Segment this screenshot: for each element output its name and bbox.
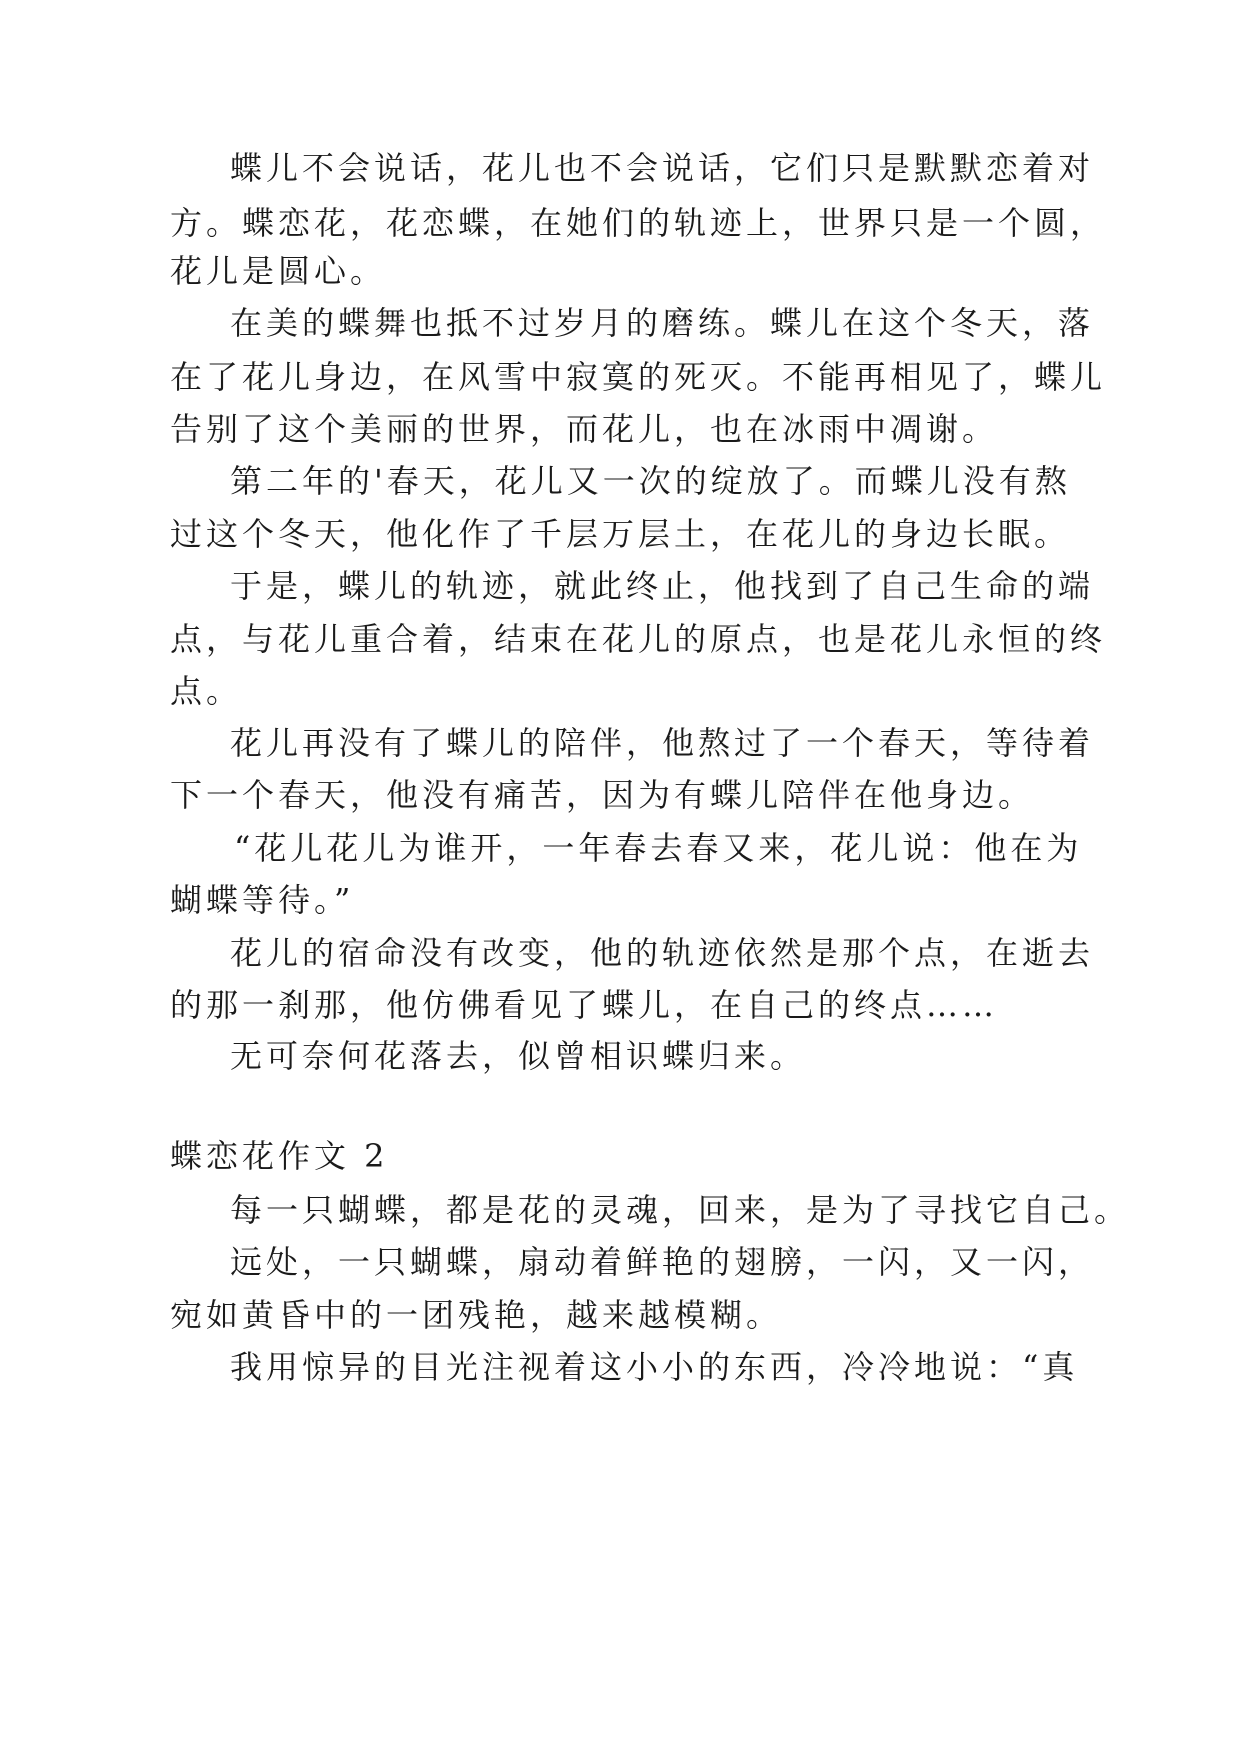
text-line: 于是，蝶儿的轨迹，就此终止，他找到了自己生命的端 [230,567,1095,605]
text-line: 在了花儿身边，在风雪中寂寞的死灭。不能再相见了，蝶儿 [170,358,1107,396]
text-line: 的那一刹那，他仿佛看见了蝶儿，在自己的终点…… [170,986,999,1024]
text-line: 点，与花儿重合着，结束在花儿的原点，也是花儿永恒的终 [170,620,1107,658]
text-line: 宛如黄昏中的一团残艳，越来越模糊。 [170,1296,783,1334]
text-line: 下一个春天，他没有痛苦，因为有蝶儿陪伴在他身边。 [170,776,1035,814]
text-line: 告别了这个美丽的世界，而花儿，也在冰雨中凋谢。 [170,410,999,448]
text-line: 方。蝶恋花，花恋蝶，在她们的轨迹上，世界只是一个圆， [170,204,1107,242]
text-line: 花儿是圆心。 [170,252,387,290]
text-line: 无可奈何花落去，似曾相识蝶归来。 [230,1037,807,1075]
section-heading: 蝶恋花作文 2 [170,1137,389,1175]
text-line: 蝶儿不会说话，花儿也不会说话，它们只是默默恋着对 [230,149,1095,187]
text-line: 花儿再没有了蝶儿的陪伴，他熬过了一个春天，等待着 [230,724,1095,762]
text-line: 点。 [170,672,243,710]
text-line: 每一只蝴蝶，都是花的灵魂，回来，是为了寻找它自己。 [230,1191,1131,1229]
text-line: 蝴蝶等待。” [170,881,355,919]
text-line: 第二年的'春天，花儿又一次的绽放了。而蝶儿没有熬 [230,462,1071,500]
text-line: 过这个冬天，他化作了千层万层土，在花儿的身边长眠。 [170,515,1071,553]
text-line: “花儿花儿为谁开，一年春去春又来，花儿说：他在为 [234,829,1083,867]
text-line: 花儿的宿命没有改变，他的轨迹依然是那个点，在逝去 [230,934,1095,972]
text-line: 远处，一只蝴蝶，扇动着鲜艳的翅膀，一闪，又一闪， [230,1243,1095,1281]
text-line: 我用惊异的目光注视着这小小的东西，冷冷地说：“真 [230,1348,1079,1386]
text-line: 在美的蝶舞也抵不过岁月的磨练。蝶儿在这个冬天，落 [230,304,1095,342]
